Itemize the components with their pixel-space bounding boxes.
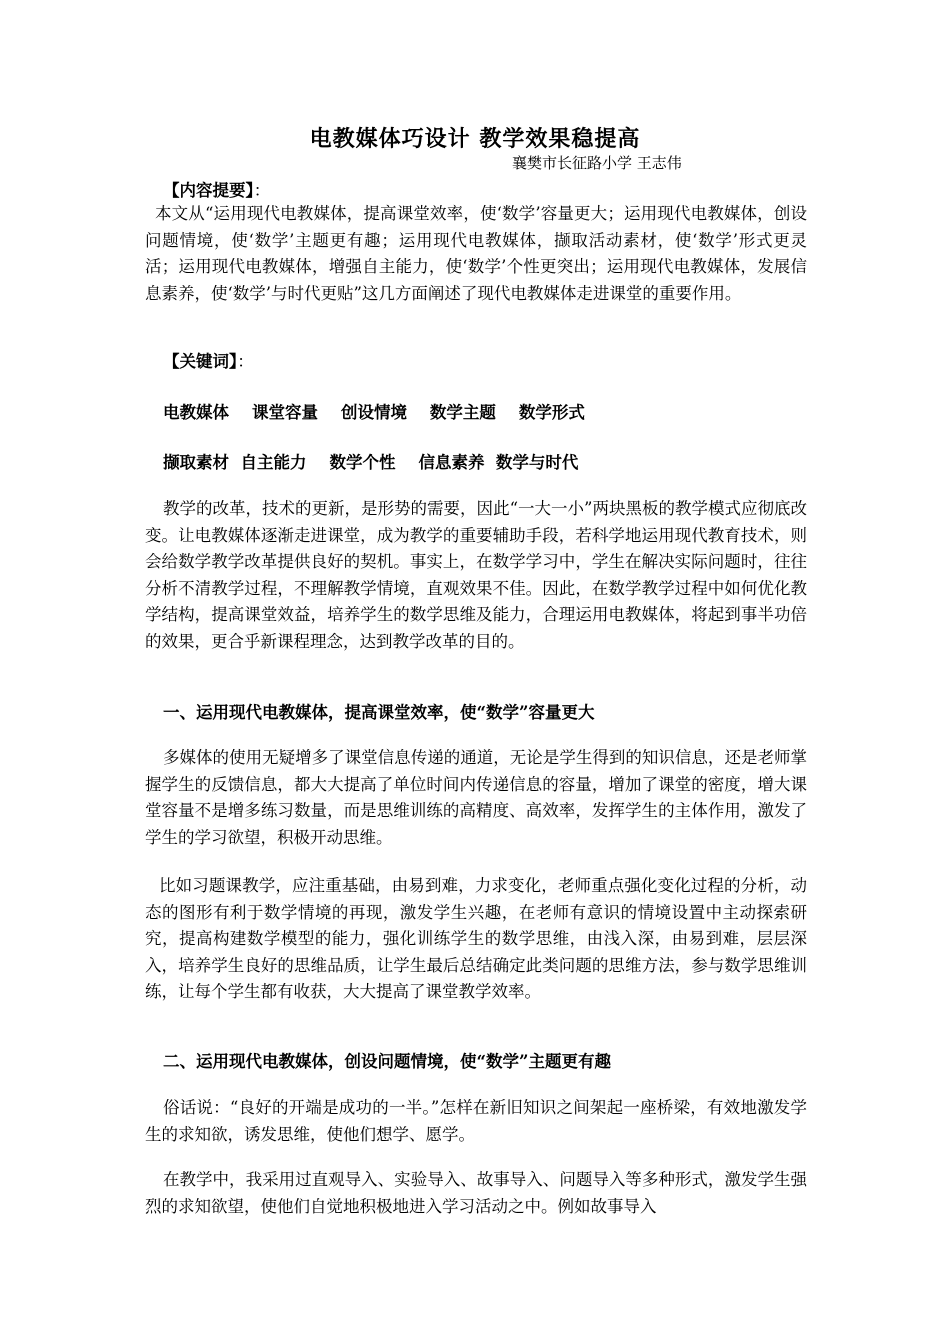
keywords-line-2: 撷取素材 自主能力 数学个性 信息素养 数学与时代 xyxy=(163,453,579,472)
section1-heading: 一、运用现代电教媒体，提高课堂效率，使“数学”容量更大 xyxy=(163,703,595,722)
abstract-text: 本文从“运用现代电教媒体，提高课堂效率，使‘数学’容量更大；运用现代电教媒体，创设问题情境，使‘数学’主题更有趣；运用现代电教媒体，撷取活动素材，使‘数学’形式更灵活；运用现代电教媒体，增强自主能力，使‘数学’个性更突出；运用现代电教媒体，发展信息素养，使‘数学’与时代更贴”这几方面阐述了现代电教媒体走进课堂的重要作用。 xyxy=(145,204,807,303)
abstract-label-colon: ： xyxy=(253,181,271,200)
intro-section xyxy=(145,496,807,655)
keywords-label-colon: ： xyxy=(237,352,254,371)
document-title: 电教媒体巧设计 教学效果稳提高 xyxy=(309,126,641,152)
keywords-label xyxy=(163,348,254,372)
section2-paragraph-2: 在教学中，我采用过直观导入、实验导入、故事导入、问题导入等多种形式，激发学生强烈的求知欲望，使他们自觉地积极地进入学习活动之中。例如故事导入 xyxy=(145,1170,807,1216)
keywords-label-text: 【关键词】 xyxy=(163,352,238,371)
keywords-line-1: 电教媒体 课堂容量 创设情境 数学主题 数学形式 xyxy=(163,403,585,422)
section2-body-1 xyxy=(145,1095,807,1148)
section2-body-2 xyxy=(145,1167,807,1220)
section2-paragraph-1: 俗话说：“良好的开端是成功的一半。”怎样在新旧知识之间架起一座桥梁，有效地激发学生的求知欲，诱发思维，使他们想学、愿学。 xyxy=(145,1098,807,1144)
abstract-body xyxy=(145,201,807,307)
section1-body-2 xyxy=(145,873,807,1006)
section1-paragraph-2: 比如习题课教学，应注重基础，由易到难，力求变化，老师重点强化变化过程的分析，动态的图形有利于数学情境的再现，激发学生兴趣，在老师有意识的情境设置中主动探索研究，提高构建数学模型的能力，强化训练学生的数学思维，由浅入深，由易到难，层层深入，培养学生良好的思维品质，让学生最后总结确定此类问题的思维方法，参与数学思维训练，让每个学生都有收获，大大提高了课堂教学效率。 xyxy=(145,876,807,1001)
author-line: 襄樊市长征路小学 王志伟 xyxy=(512,154,682,172)
section1-paragraph-1: 多媒体的使用无疑增多了课堂信息传递的通道，无论是学生得到的知识信息，还是老师掌握学生的反馈信息，都大大提高了单位时间内传递信息的容量，增加了课堂的密度，增大课堂容量不是增多练习数量，而是思维训练的高精度、高效率，发挥学生的主体作用，激发了学生的学习欲望，积极开动思维。 xyxy=(145,748,807,847)
abstract-label xyxy=(163,177,270,201)
section2-heading: 二、运用现代电教媒体，创设问题情境，使“数学”主题更有趣 xyxy=(163,1052,611,1071)
abstract-label-text: 【内容提要】 xyxy=(163,181,254,200)
section1-body-1 xyxy=(145,745,807,851)
intro-paragraph: 教学的改革，技术的更新，是形势的需要，因此“一大一小”两块黑板的教学模式应彻底改变。让电教媒体逐渐走进课堂，成为教学的重要辅助手段，若科学地运用现代教育技术，则会给数学教学改革提供良好的契机。事实上，在数学学习中，学生在解决实际问题时，往往分析不清教学过程，不理解教学情境，直观效果不佳。因此，在数学教学过程中如何优化教学结构，提高课堂效益，培养学生的数学思维及能力，合理运用电教媒体，将起到事半功倍的效果，更合乎新课程理念，达到教学改革的目的。 xyxy=(145,499,807,651)
